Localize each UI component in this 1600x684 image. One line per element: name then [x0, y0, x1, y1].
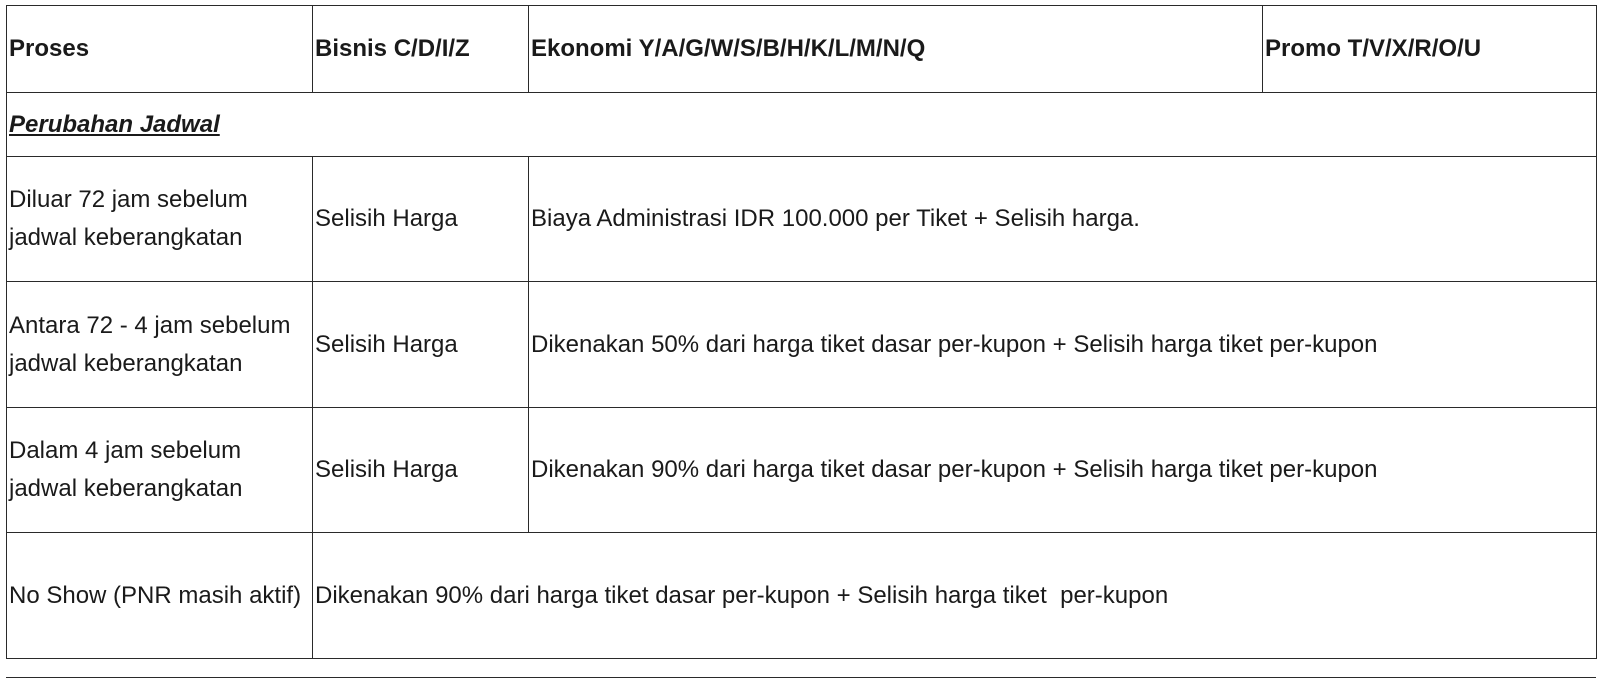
- table-row: [7, 533, 1597, 659]
- header-business: Bisnis C/D/I/Z: [313, 6, 529, 93]
- fee-policy-table: [6, 5, 1597, 659]
- process-cell: No Show (PNR masih aktif): [7, 533, 313, 659]
- business-cell: Selisih Harga: [313, 282, 529, 408]
- process-cell: Dalam 4 jam sebelum jadwal keberangkatan: [7, 408, 313, 533]
- section-cell: [7, 93, 1597, 157]
- header-process: Proses: [7, 6, 313, 93]
- header-promo: Promo T/V/X/R/O/U: [1263, 6, 1597, 93]
- table-row: [7, 408, 1597, 533]
- all-classes-cell: Dikenakan 90% dari harga tiket dasar per-kupon + Selisih harga tiket per-kupon: [313, 533, 1597, 659]
- economy-promo-cell: Dikenakan 90% dari harga tiket dasar per-kupon + Selisih harga tiket per-kupon: [529, 408, 1597, 533]
- economy-promo-cell: Dikenakan 50% dari harga tiket dasar per-kupon + Selisih harga tiket per-kupon: [529, 282, 1597, 408]
- table-row: [7, 157, 1597, 282]
- business-cell: Selisih Harga: [313, 157, 529, 282]
- section-row: [7, 93, 1597, 157]
- process-cell: Antara 72 - 4 jam sebelum jadwal keberangkatan: [7, 282, 313, 408]
- section-title: Perubahan Jadwal: [9, 110, 220, 138]
- header-economy: Ekonomi Y/A/G/W/S/B/H/K/L/M/N/Q: [529, 6, 1263, 93]
- business-cell: Selisih Harga: [313, 408, 529, 533]
- economy-promo-cell: Biaya Administrasi IDR 100.000 per Tiket + Selisih harga.: [529, 157, 1597, 282]
- table-header-row: [7, 6, 1597, 93]
- table-row: [7, 282, 1597, 408]
- process-cell: Diluar 72 jam sebelum jadwal keberangkatan: [7, 157, 313, 282]
